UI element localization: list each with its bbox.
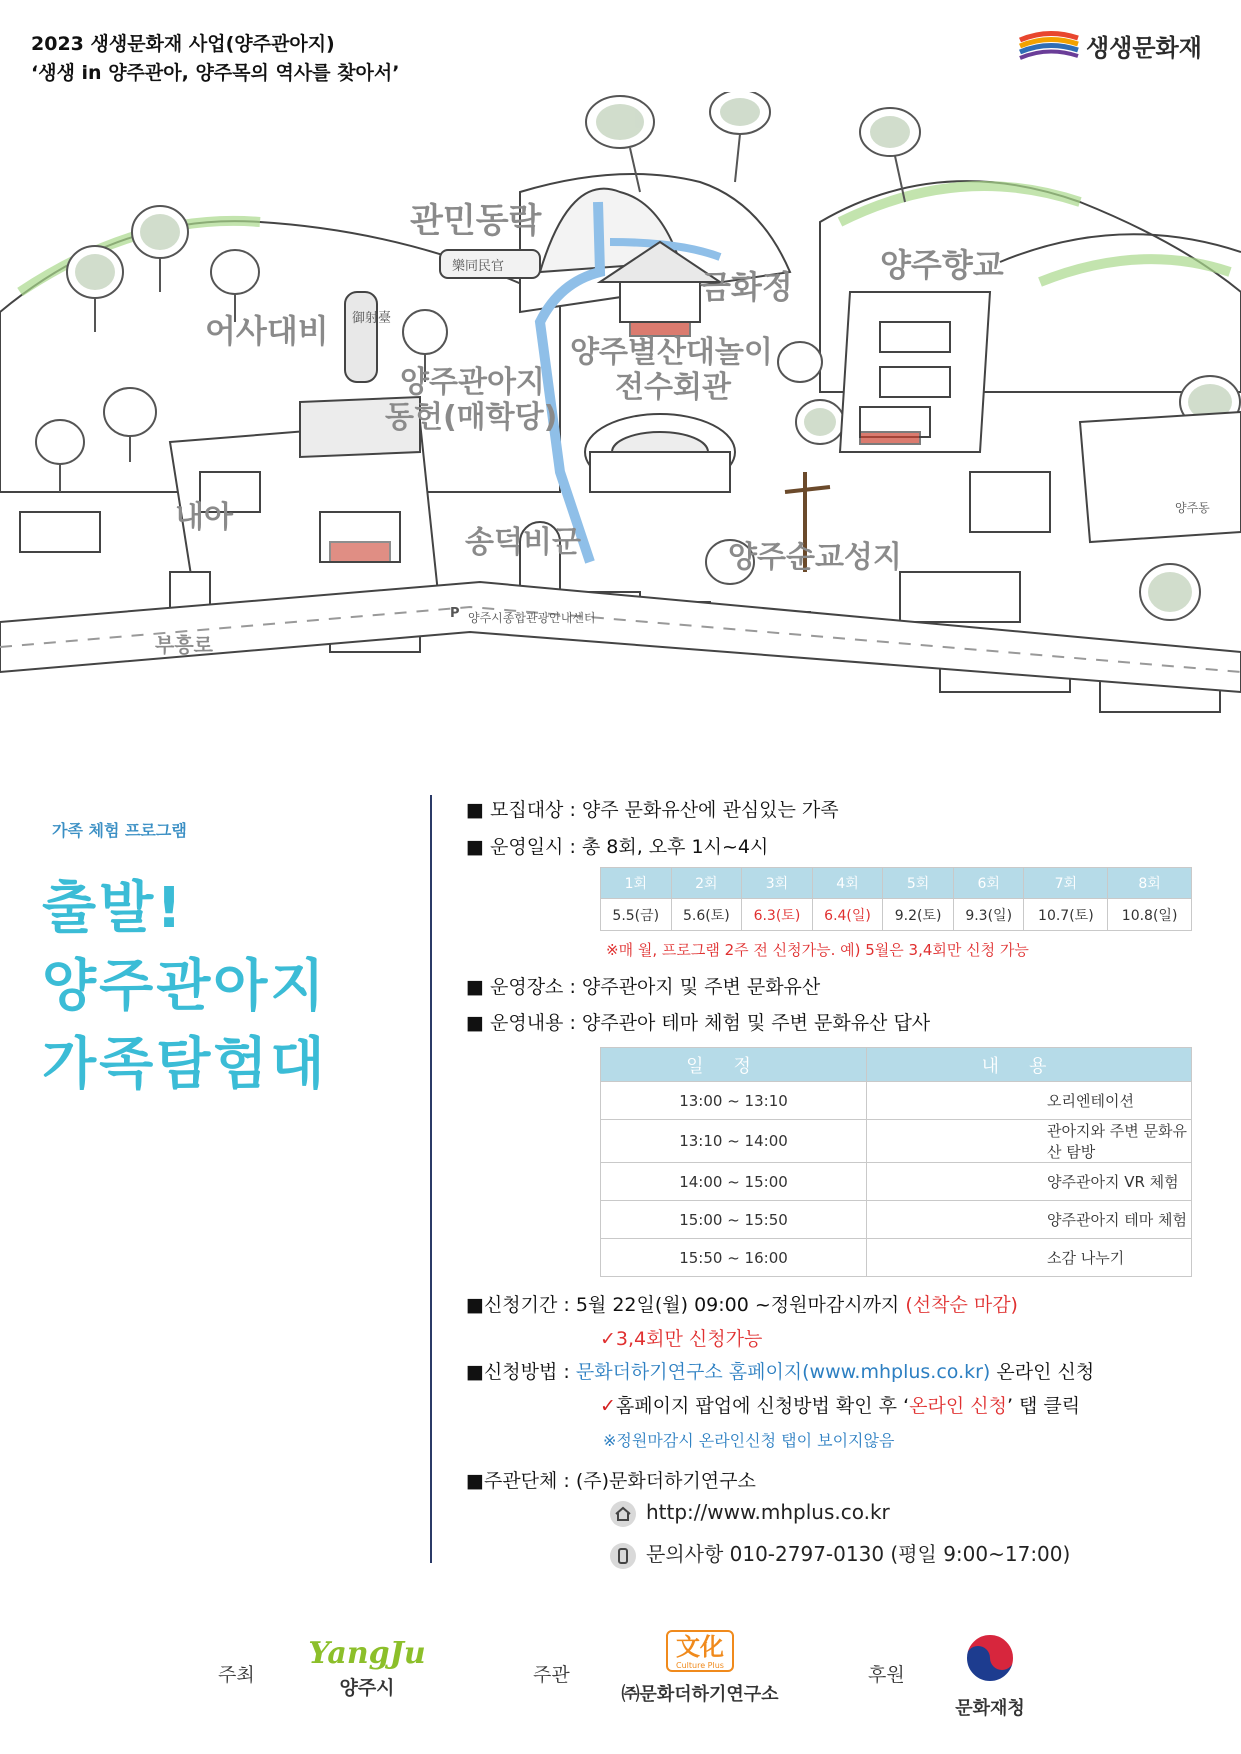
map-label-gwanmin: 관민동락 bbox=[410, 201, 542, 241]
info-org-label: ■주관단체 : bbox=[466, 1470, 576, 1492]
culture-plus-logo-text: 文化 bbox=[676, 1632, 724, 1661]
map-label-byeolsan-1: 양주별산대놀이 bbox=[570, 335, 773, 370]
info-method-label: ■신청방법 : bbox=[466, 1361, 576, 1383]
footer-org-label: 주관 bbox=[533, 1664, 570, 1686]
yangju-logo-text: YangJu bbox=[308, 1636, 426, 1671]
program-row bbox=[601, 1163, 1192, 1201]
info-content-label: ■ 운영내용 : bbox=[466, 1012, 582, 1034]
info-content-value: 양주관아 테마 체험 및 주변 문화유산 답사 bbox=[581, 1012, 931, 1034]
program-table-header bbox=[601, 1048, 1192, 1082]
phone-icon bbox=[610, 1543, 636, 1569]
info-method-link[interactable]: 문화더하기연구소 홈페이지(www.mhplus.co.kr) bbox=[575, 1361, 991, 1383]
info-place-label: ■ 운영장소 : bbox=[466, 976, 582, 998]
session-header-3: 3회 bbox=[742, 868, 813, 899]
map-label-dongheon-2: 동헌(매학당) bbox=[385, 400, 558, 435]
culture-plus-logo bbox=[666, 1630, 734, 1672]
program-title bbox=[42, 870, 327, 1104]
header-title bbox=[31, 30, 399, 88]
session-table bbox=[600, 867, 1192, 931]
program-time: 13:10 ~ 14:00 bbox=[601, 1120, 867, 1163]
session-header-5: 5회 bbox=[883, 868, 954, 899]
session-date-7: 10.7(토) bbox=[1024, 899, 1108, 931]
session-table-header bbox=[601, 868, 1192, 899]
brand-swoosh-icon bbox=[1018, 30, 1080, 60]
info-method bbox=[466, 1357, 1094, 1384]
session-date-5: 9.2(토) bbox=[883, 899, 954, 931]
map-label-tourist: 양주시종합관광안내센터 bbox=[468, 611, 596, 625]
footer-host-name: 양주시 bbox=[339, 1677, 395, 1699]
info-target-label: ■ 모집대상 : bbox=[466, 799, 582, 821]
info-target bbox=[466, 795, 839, 822]
info-org bbox=[466, 1466, 756, 1493]
program-row bbox=[601, 1082, 1192, 1120]
footer-host-label: 주최 bbox=[218, 1664, 255, 1686]
info-content bbox=[466, 1008, 930, 1035]
map-label-songdeok: 송덕비군 bbox=[465, 525, 581, 560]
culture-plus-logo-sub: Culture Plus bbox=[676, 1661, 724, 1670]
program-col-desc: 내용 bbox=[867, 1048, 1192, 1082]
program-table-body bbox=[601, 1082, 1192, 1277]
program-time: 15:00 ~ 15:50 bbox=[601, 1201, 867, 1239]
session-date-2: 5.6(토) bbox=[671, 899, 742, 931]
program-time: 14:00 ~ 15:00 bbox=[601, 1163, 867, 1201]
session-header-2: 2회 bbox=[671, 868, 742, 899]
footer bbox=[0, 1630, 1241, 1730]
map-label-sign: 樂同民官 bbox=[452, 259, 505, 274]
map-label-bukhyeon: 부흥로 bbox=[155, 633, 213, 657]
info-schedule-value: 총 8회, 오후 1시~4시 bbox=[581, 836, 769, 858]
session-note: ※매 월, 프로그램 2주 전 신청가능. 예) 5월은 3,4회만 신청 가능 bbox=[606, 941, 1029, 959]
check-icon: ✓ bbox=[600, 1395, 616, 1417]
footer-org-logo bbox=[600, 1630, 800, 1706]
program-time: 15:50 ~ 16:00 bbox=[601, 1239, 867, 1277]
footer-sponsor-logo bbox=[930, 1632, 1050, 1720]
info-schedule bbox=[466, 832, 768, 859]
program-title-line-1: 출발! bbox=[42, 876, 185, 941]
map-label-byeolsan-2: 전수회관 bbox=[615, 370, 731, 405]
map-label-dongheon-1: 양주관아지 bbox=[400, 365, 545, 400]
info-method-check-1: 홈페이지 팝업에 신청방법 확인 후 ‘ bbox=[615, 1395, 910, 1417]
info-period-check: ✓3,4회만 신청가능 bbox=[600, 1328, 763, 1350]
session-header-8: 8회 bbox=[1108, 868, 1192, 899]
info-method-note: ※정원마감시 온라인신청 탭이 보이지않음 bbox=[603, 1431, 895, 1450]
program-desc: 오리엔테이션 bbox=[867, 1082, 1192, 1120]
brand-logo bbox=[1018, 26, 1218, 62]
contact-phone-text: 문의사항 010-2797-0130 (평일 9:00~17:00) bbox=[646, 1542, 1071, 1566]
program-time: 13:00 ~ 13:10 bbox=[601, 1082, 867, 1120]
footer-sponsor-name: 문화재청 bbox=[955, 1698, 1025, 1719]
program-row bbox=[601, 1120, 1192, 1163]
program-title-line-3: 가족탐험대 bbox=[42, 1032, 328, 1097]
info-method-check-2: ’ 탭 클릭 bbox=[1006, 1395, 1081, 1417]
program-col-time: 일정 bbox=[601, 1048, 867, 1082]
session-date-1: 5.5(금) bbox=[601, 899, 672, 931]
footer-host-logo bbox=[302, 1636, 432, 1700]
info-place bbox=[466, 972, 820, 999]
session-header-6: 6회 bbox=[953, 868, 1024, 899]
session-header-7: 7회 bbox=[1024, 868, 1108, 899]
map-label-eosa: 어사대비 bbox=[205, 312, 329, 350]
program-desc: 소감 나누기 bbox=[867, 1239, 1192, 1277]
contact-phone bbox=[610, 1538, 1070, 1569]
session-date-3: 6.3(토) bbox=[742, 899, 813, 931]
info-period bbox=[466, 1290, 1018, 1317]
program-desc: 양주관아지 VR 체험 bbox=[867, 1163, 1192, 1201]
map-label-hyanggyo: 양주향교 bbox=[880, 246, 1004, 284]
program-subtitle: 가족 체험 프로그램 bbox=[52, 821, 187, 840]
header-line-2: ‘생생 in 양주관아, 양주목의 역사를 찾아서’ bbox=[31, 62, 400, 84]
home-icon bbox=[610, 1501, 636, 1527]
info-method-check-red: 온라인 신청 bbox=[909, 1395, 1007, 1417]
taegeuk-icon bbox=[964, 1632, 1016, 1684]
footer-org-name: ㈜문화더하기연구소 bbox=[621, 1684, 779, 1705]
info-place-value: 양주관아지 및 주변 문화유산 bbox=[581, 976, 821, 998]
program-desc: 관아지와 주변 문화유산 탐방 bbox=[867, 1120, 1192, 1163]
session-header-4: 4회 bbox=[812, 868, 883, 899]
map-label-naea: 내아 bbox=[175, 500, 233, 535]
session-table-dates bbox=[601, 899, 1192, 931]
map-label-stele: 御射臺 bbox=[352, 311, 392, 326]
session-date-8: 10.8(일) bbox=[1108, 899, 1192, 931]
session-header-1: 1회 bbox=[601, 868, 672, 899]
info-period-label: ■신청기간 : bbox=[466, 1294, 576, 1316]
footer-sponsor-label: 후원 bbox=[868, 1664, 905, 1686]
map-label-parking: P bbox=[450, 606, 460, 621]
info-method-check bbox=[600, 1391, 1080, 1418]
contact-url-text[interactable]: http://www.mhplus.co.kr bbox=[646, 1500, 890, 1524]
info-period-note: (선착순 마감) bbox=[905, 1294, 1018, 1316]
session-date-6: 9.3(일) bbox=[953, 899, 1024, 931]
info-org-value: (주)문화더하기연구소 bbox=[575, 1470, 756, 1492]
map-label-geumhwa: 금화정 bbox=[700, 268, 793, 306]
header-line-1: 2023 생생문화재 사업(양주관아지) bbox=[31, 33, 335, 55]
program-desc: 양주관아지 테마 체험 bbox=[867, 1201, 1192, 1239]
map-label-martyr: 양주순교성지 bbox=[728, 540, 902, 575]
map-label-yangju-dong: 양주동 bbox=[1175, 501, 1210, 515]
info-period-value: 5월 22일(월) 09:00 ~정원마감시까지 bbox=[575, 1294, 906, 1316]
info-schedule-label: ■ 운영일시 : bbox=[466, 836, 582, 858]
program-title-line-2: 양주관아지 bbox=[42, 954, 328, 1019]
program-row bbox=[601, 1239, 1192, 1277]
illustrated-map bbox=[0, 92, 1241, 732]
program-row bbox=[601, 1201, 1192, 1239]
vertical-divider bbox=[430, 795, 432, 1563]
info-method-suffix: 온라인 신청 bbox=[990, 1361, 1095, 1383]
info-target-value: 양주 문화유산에 관심있는 가족 bbox=[581, 799, 839, 821]
contact-url bbox=[610, 1500, 890, 1527]
program-table bbox=[600, 1047, 1192, 1277]
brand-name: 생생문화재 bbox=[1086, 34, 1202, 62]
session-date-4: 6.4(일) bbox=[812, 899, 883, 931]
